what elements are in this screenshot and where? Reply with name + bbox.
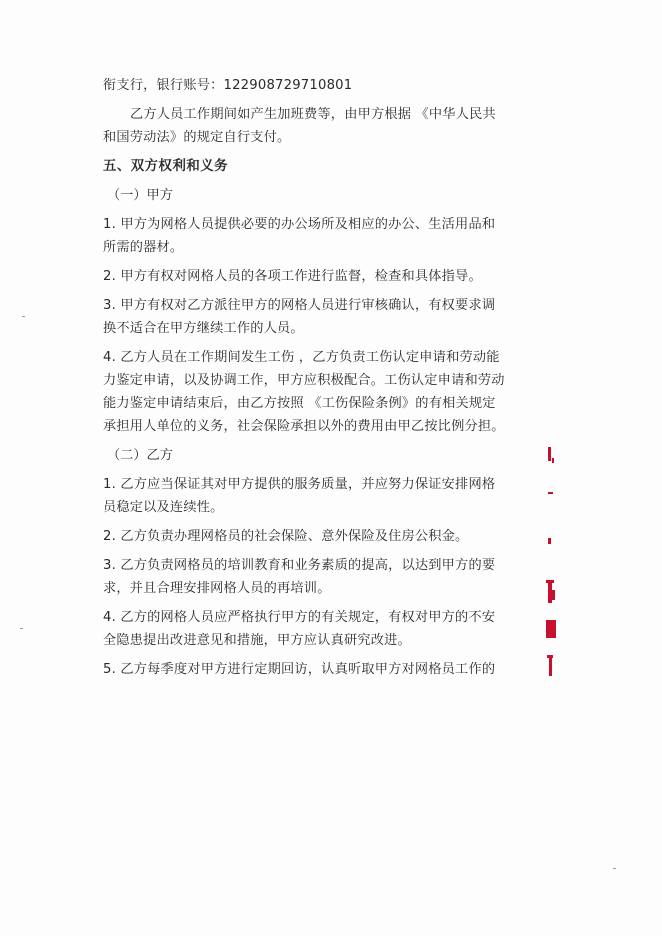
text-line: 4. 乙方的网格人员应严格执行甲方的有关规定，有权对甲方的不安 bbox=[103, 610, 496, 625]
section-heading-rights-obligations bbox=[103, 155, 498, 178]
text-line: 3. 乙方负责网格员的培训教育和业务素质的提高，以达到甲方的要 bbox=[103, 558, 496, 573]
text-line: 力鉴定申请，以及协调工作，甲方应积极配合。工伤认定申请和劳动 bbox=[103, 373, 505, 388]
text-line: 2. 乙方负责办理网格员的社会保险、意外保险及住房公积金。 bbox=[103, 529, 469, 544]
text-line: 1. 乙方应当保证其对甲方提供的服务质量，并应努力保证安排网格 bbox=[103, 477, 496, 492]
text-line: 员稳定以及连续性。 bbox=[103, 500, 224, 515]
scan-speck bbox=[20, 628, 23, 629]
party-b-item-2 bbox=[103, 525, 498, 548]
party-b-item-3 bbox=[103, 554, 498, 600]
subsection-party-a bbox=[107, 184, 498, 207]
text-line: 承担用人单位的义务，社会保险承担以外的费用由甲乙按比例分担。 bbox=[103, 419, 505, 434]
subsection-party-b bbox=[107, 444, 498, 467]
text-line: 2. 甲方有权对网格人员的各项工作进行监督，检查和具体指导。 bbox=[103, 269, 482, 284]
party-a-item-2 bbox=[103, 265, 498, 288]
text-line: 1. 甲方为网格人员提供必要的办公场所及相应的办公、生活用品和 bbox=[103, 217, 496, 232]
subsection-title: （二）乙方 bbox=[107, 448, 173, 463]
text-line: 5. 乙方每季度对甲方进行定期回访，认真听取甲方对网格员工作的 bbox=[103, 662, 496, 677]
text-line: 全隐患提出改进意见和措施，甲方应认真研究改进。 bbox=[103, 633, 411, 648]
text-line: 3. 甲方有权对乙方派往甲方的网格人员进行审核确认，有权要求调 bbox=[103, 298, 496, 313]
document-body bbox=[103, 74, 505, 687]
party-b-item-5 bbox=[103, 658, 498, 681]
party-a-item-3 bbox=[103, 294, 498, 340]
scan-speck bbox=[22, 316, 25, 317]
text-line: 4. 乙方人员在工作期间发生工伤 ，乙方负责工伤认定申请和劳动能 bbox=[103, 350, 500, 365]
party-b-item-4 bbox=[103, 606, 498, 652]
subsection-title: （一）甲方 bbox=[107, 188, 173, 203]
text-line: 所需的器材。 bbox=[103, 240, 184, 255]
text-line: 乙方人员工作期间如产生加班费等，由甲方根据 《中华人民共 bbox=[130, 107, 496, 122]
overtime-paragraph bbox=[103, 103, 498, 149]
scan-speck bbox=[613, 868, 616, 869]
heading-text: 五、双方权利和义务 bbox=[103, 159, 229, 174]
text-line: 和国劳动法》的规定自行支付。 bbox=[103, 130, 291, 145]
text-line: 能力鉴定申请结束后，由乙方按照 《工伤保险条例》的有相关规定 bbox=[103, 396, 496, 411]
party-a-item-1 bbox=[103, 213, 498, 259]
text-line: 衔支行，银行账号：122908729710801 bbox=[103, 78, 353, 93]
text-line: 换不适合在甲方继续工作的人员。 bbox=[103, 321, 304, 336]
bank-account-line bbox=[103, 74, 498, 97]
text-line: 求，并且合理安排网格人员的再培训。 bbox=[103, 581, 331, 596]
party-b-item-1 bbox=[103, 473, 498, 519]
party-a-item-4 bbox=[103, 346, 505, 438]
